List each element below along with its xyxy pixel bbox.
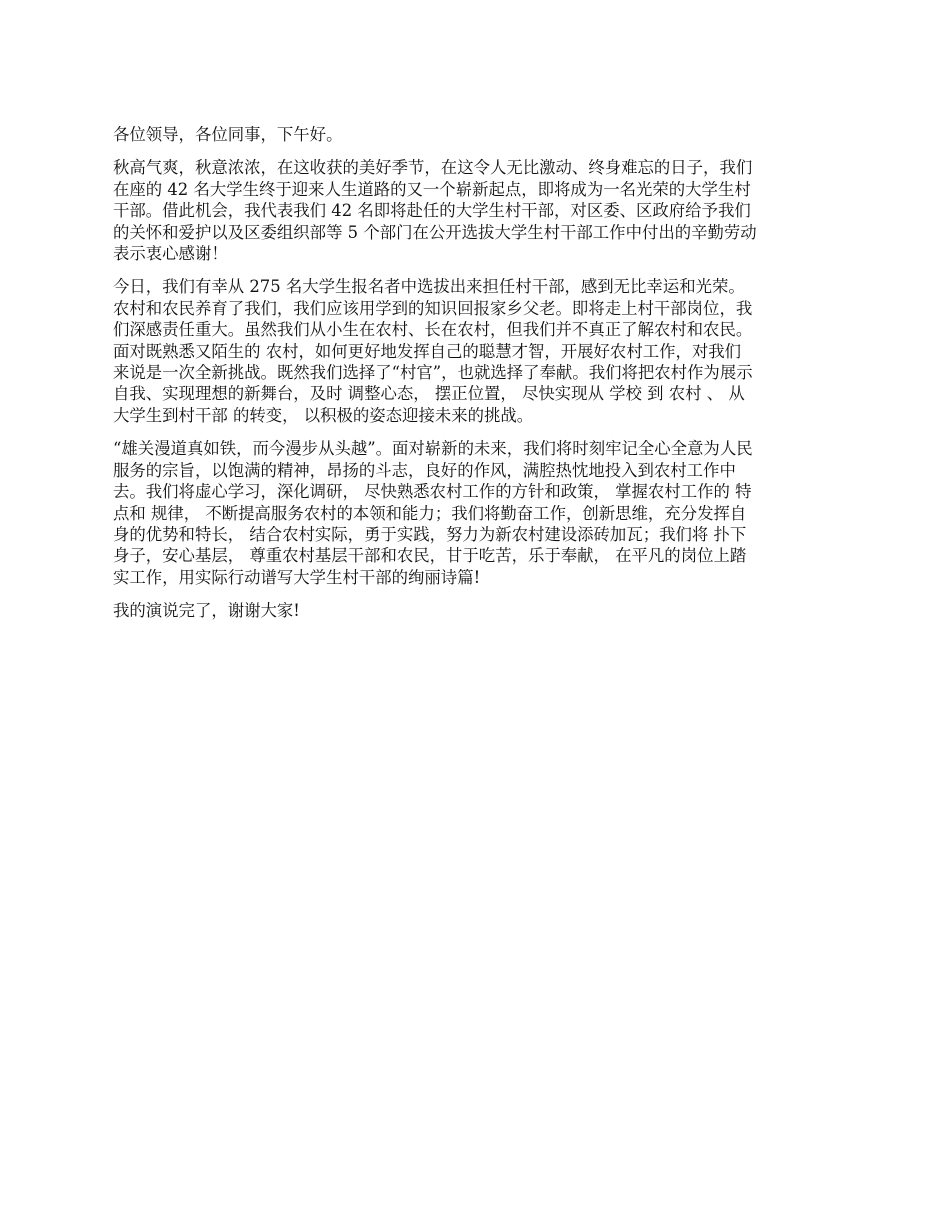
greeting-paragraph <box>113 124 840 145</box>
text-line: 农村和农民养育了我们，我们应该用学到的知识回报家乡父老。即将走上村干部岗位，我 <box>113 298 753 318</box>
text-line: 面对既熟悉又陌生的 农村，如何更好地发挥自己的聪慧才智，开展好农村工作，对我们 <box>113 341 742 361</box>
text-line: 身子，安心基层， 尊重农村基层干部和农民，甘于吃苦，乐于奉献， 在平凡的岗位上踏 <box>113 546 747 566</box>
text-line: 在座的 42 名大学生终于迎来人生道路的又一个崭新起点，即将成为一名光荣的大学生村 <box>113 179 751 199</box>
commitment-paragraph <box>113 438 840 588</box>
text-line: 服务的宗旨，以饱满的精神，昂扬的斗志，良好的作风，满腔热忱地投入到农村工作中 <box>113 460 736 480</box>
text-line: “雄关漫道真如铁，而今漫步从头越”。面对崭新的未来，我们将时刻牢记全心全意为人民 <box>113 439 753 459</box>
text-line: 自我、实现理想的新舞台，及时 调整心态， 摆正位置， 尽快实现从 学校 到 农村 、 从 <box>113 384 745 404</box>
text-line: 点和 规律， 不断提高服务农村的本领和能力；我们将勤奋工作，创新思维，充分发挥自 <box>113 503 747 523</box>
text-line: 秋高气爽，秋意浓浓，在这收获的美好季节，在这令人无比激动、终身难忘的日子，我们 <box>113 158 753 178</box>
text-line: 干部。借此机会，我代表我们 42 名即将赴任的大学生村干部，对区委、区政府给予我们 <box>113 201 751 221</box>
text-line: 来说是一次全新挑战。既然我们选择了“村官”，也就选择了奉献。我们将把农村作为展示 <box>113 363 753 383</box>
gratitude-paragraph <box>113 157 840 264</box>
text-line: 大学生到村干部 的转变， 以积极的姿态迎接未来的挑战。 <box>113 405 534 425</box>
text-line: 的关怀和爱护以及区委组织部等 5 个部门在公开选拔大学生村干部工作中付出的辛勤劳动 <box>113 222 757 242</box>
text-line: 我的演说完了，谢谢大家! <box>113 601 300 621</box>
closing-paragraph <box>113 600 840 621</box>
text-line: 们深感责任重大。虽然我们从小生在农村、长在农村，但我们并不真正了解农村和农民。 <box>113 320 753 340</box>
text-line: 去。我们将虚心学习，深化调研， 尽快熟悉农村工作的方针和政策， 掌握农村工作的 特 <box>113 482 752 502</box>
text-line: 各位领导，各位同事，下午好。 <box>113 125 343 144</box>
speech-text <box>113 124 840 634</box>
text-line: 实工作，用实际行动谱写大学生村干部的绚丽诗篇! <box>113 567 481 587</box>
selection-paragraph <box>113 276 840 426</box>
text-line: 今日，我们有幸从 275 名大学生报名者中选拔出来担任村干部，感到无比幸运和光荣。 <box>113 277 745 297</box>
text-line: 身的优势和特长， 结合农村实际，勇于实践，努力为新农村建设添砖加瓦；我们将 扑下 <box>113 524 747 544</box>
text-line: 表示衷心感谢！ <box>113 244 228 264</box>
